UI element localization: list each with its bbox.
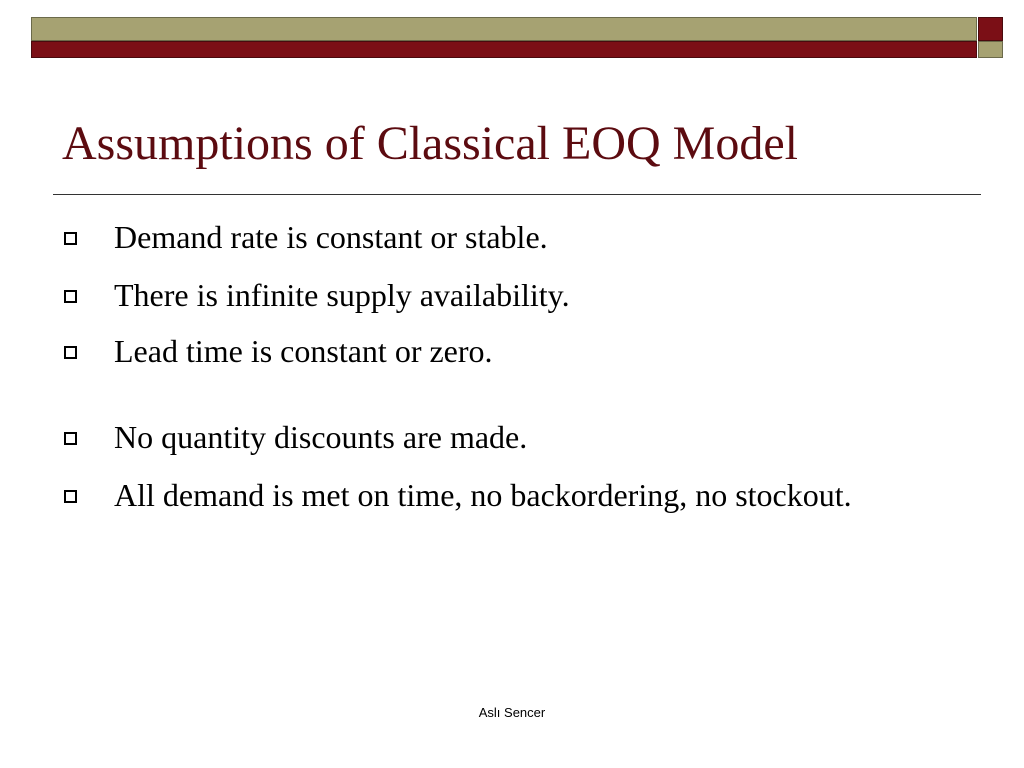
- bullet-text: There is infinite supply availability.: [114, 277, 570, 313]
- bullet-item: [64, 472, 894, 518]
- bullet-item: [64, 272, 894, 318]
- bullet-text: Demand rate is constant or stable.: [114, 219, 548, 255]
- footer-author: Aslı Sencer: [478, 705, 546, 720]
- hollow-square-icon: [64, 490, 77, 503]
- bullet-item: [64, 414, 894, 460]
- bullet-text: No quantity discounts are made.: [114, 419, 528, 455]
- hollow-square-icon: [64, 432, 77, 445]
- bullet-text: All demand is met on time, no backordering, no stockout.: [114, 477, 852, 513]
- bullet-item: [64, 328, 894, 374]
- header-square-maroon: [978, 17, 1003, 41]
- header-bar-olive: [31, 17, 977, 41]
- title-divider: [53, 194, 981, 195]
- bullet-text: Lead time is constant or zero.: [114, 333, 493, 369]
- hollow-square-icon: [64, 346, 77, 359]
- slide-title: Assumptions of Classical EOQ Model: [62, 117, 798, 170]
- bullet-item: [64, 214, 894, 260]
- header-bar-maroon: [31, 41, 977, 58]
- header-square-olive: [978, 41, 1003, 58]
- hollow-square-icon: [64, 232, 77, 245]
- hollow-square-icon: [64, 290, 77, 303]
